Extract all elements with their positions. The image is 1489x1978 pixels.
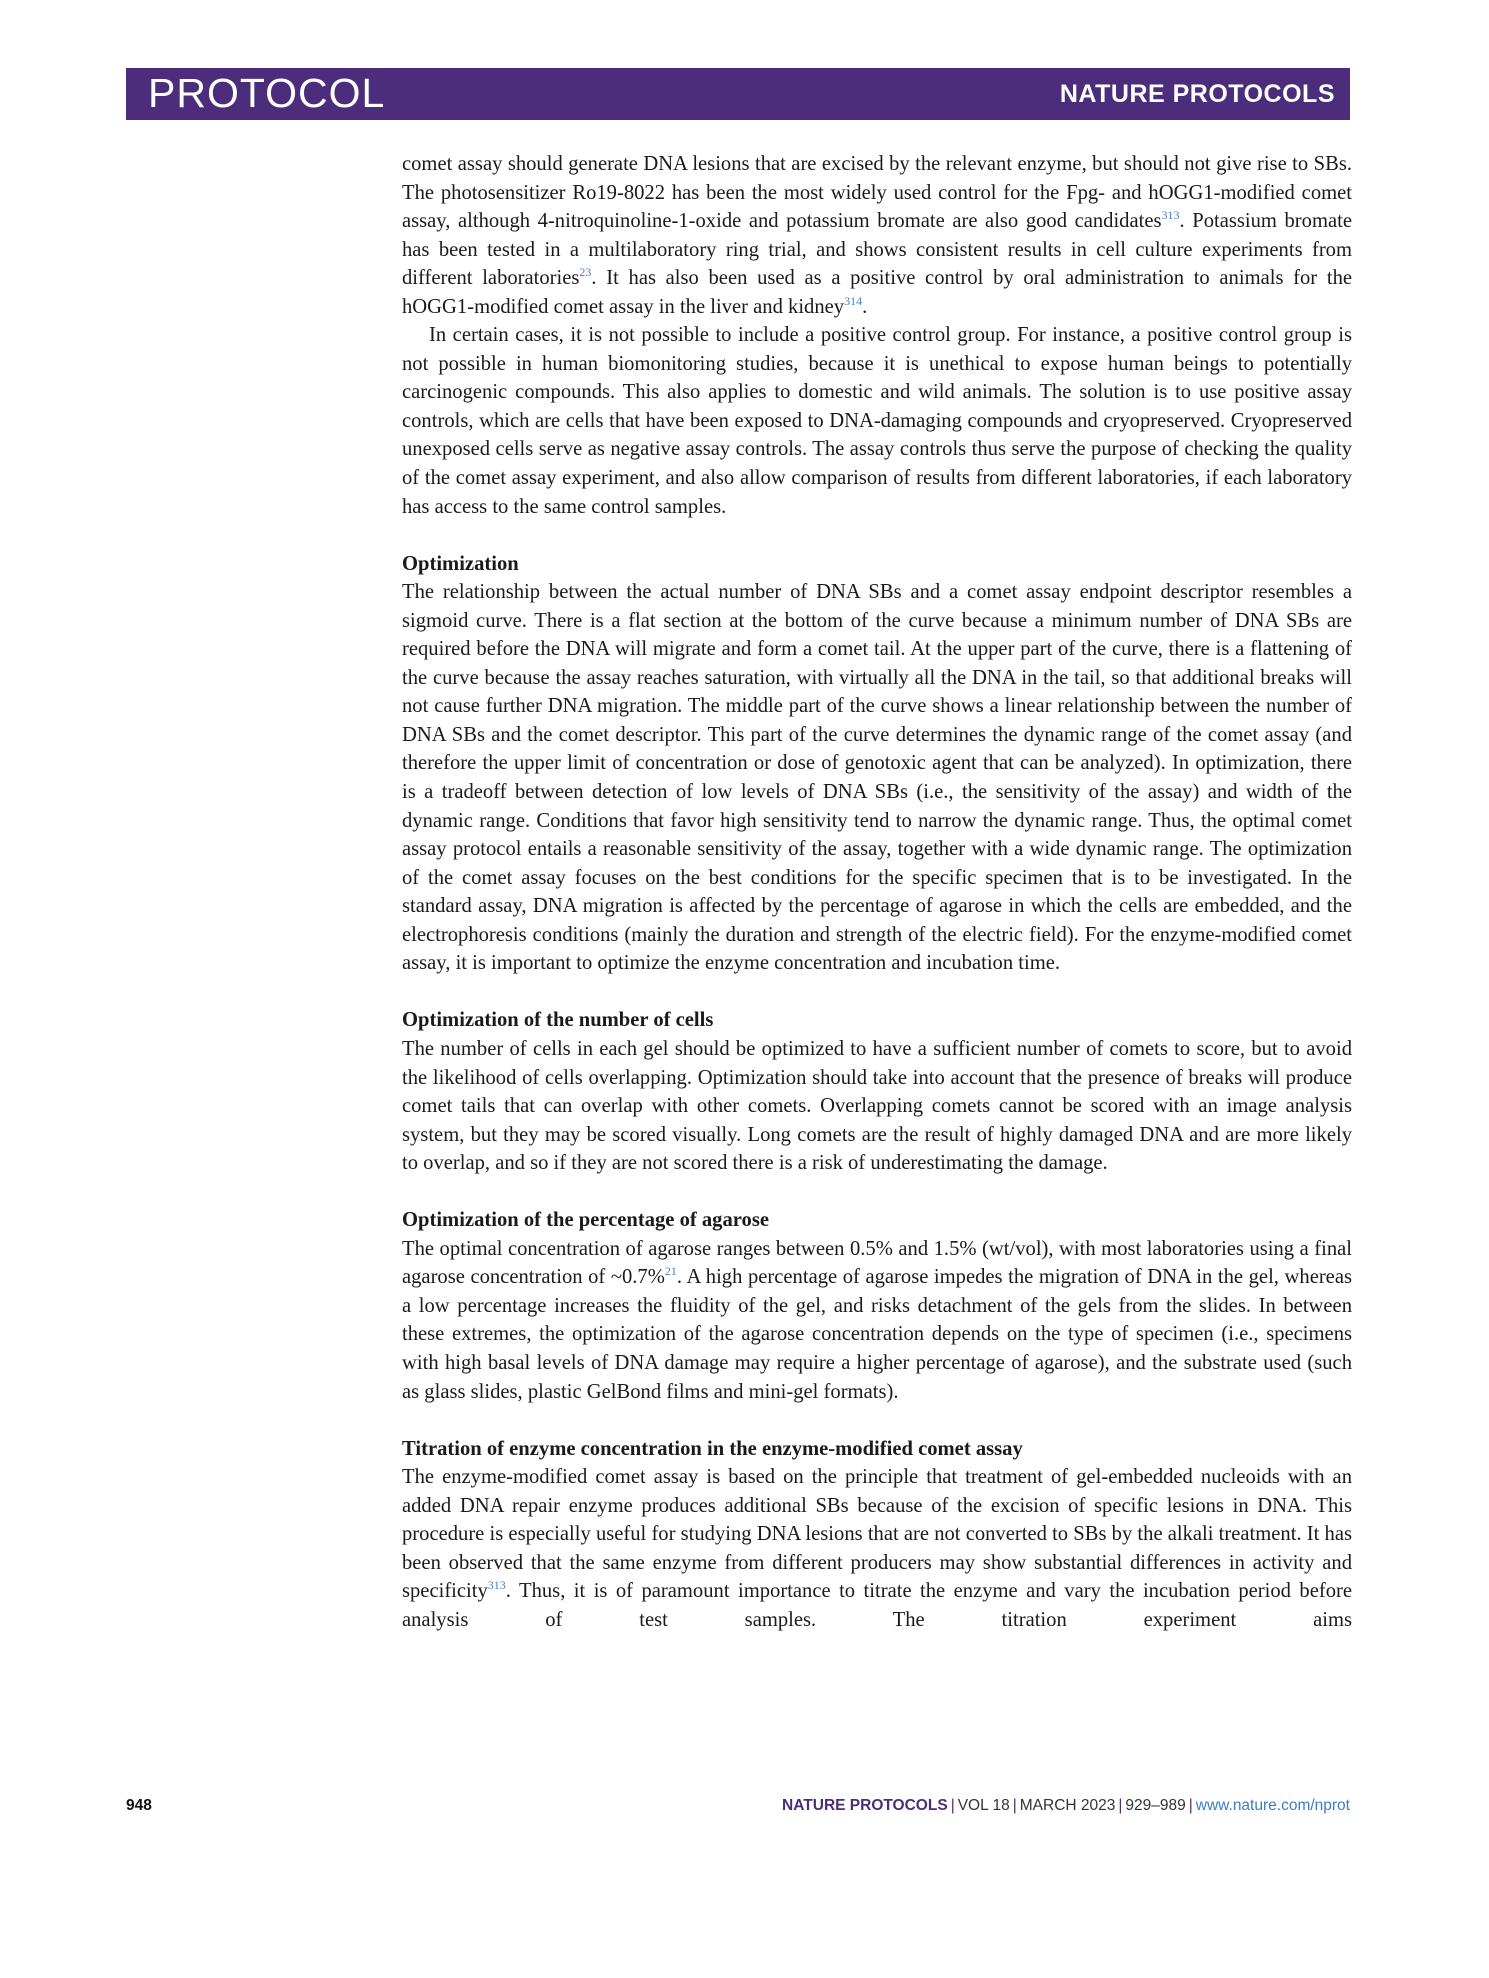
paragraph: The relationship between the actual number of DNA SBs and a comet assay endpoint descriptor resembles a sigmoid curve. There is a flat section at the bottom of the curve because a minimum number of DNA SBs are required before the DNA will migrate and form a comet tail. At the upper part of the curve, there is a flattening of the curve because the assay reaches saturation, with virtually all the DNA in the tail, so that additional breaks will not cause further DNA migration. The middle part of the curve shows a linear relationship between the number of DNA SBs and the comet descriptor. This part of the curve determines the dynamic range of the comet assay (and therefore the upper limit of concentration or dose of genotoxic agent that can be analyzed). In optimization, there is a tradeoff between detection of low levels of DNA SBs (i.e., the sensitivity of the assay) and width of the dynamic range. Conditions that favor high sensitivity tend to narrow the dynamic range. Thus, the optimal comet assay protocol entails a reasonable sensitivity of the assay, together with a wide dynamic range. The optimization of the comet assay focuses on the best conditions for the specific specimen that is to be investigated. In the standard assay, DNA migration is affected by the percentage of agarose in which the cells are embedded, and the electrophoresis conditions (mainly the duration and strength of the electric field). For the enzyme-modified comet assay, it is important to optimize the enzyme concentration and incubation time. xyxy=(402,581,1352,975)
page-number: 948 xyxy=(126,1797,152,1814)
footer-pages: 929–989 xyxy=(1125,1797,1186,1814)
paragraph: comet assay should generate DNA lesions that are excised by the relevant enzyme, but should not give rise to SBs. The photosensitizer Ro19-8022 has been the most widely used control for the Fpg- and hOGG1-modified comet assay, although 4-nitroquinoline-1-oxide and potassium bromate are also good candidates$^{313}$. Potassium bromate has been tested in a multilaboratory ring trial, and shows consistent results in cell culture experiments from different laboratories$^{23}$. It has also been used as a positive control by oral administration to animals for the hOGG1-modified comet assay in the liver and kidney$^{314}$. xyxy=(402,153,1353,318)
citation-ref[interactable]: 23 xyxy=(579,265,592,280)
footer-date: MARCH 2023 xyxy=(1019,1797,1116,1814)
paragraph: The optimal concentration of agarose ranges between 0.5% and 1.5% (wt/vol), with most laboratories using a final agarose concentration of ~0.7%$^{21}$. A high percentage of agarose impedes the migration of DNA in the gel, whereas a low percentage increases the fluidity of the gel, and risks detachment of the gels from the slides. In between these extremes, the optimization of the agarose concentration depends on the type of specimen (i.e., specimens with high basal levels of DNA damage may require a higher percentage of agarose), and the substrate used (such as glass slides, plastic GelBond films and mini-gel formats). xyxy=(402,1237,1352,1403)
citation-ref[interactable]: 313 xyxy=(1161,208,1180,223)
citation-ref[interactable]: 313 xyxy=(487,1578,506,1593)
section-heading: Optimization of the number of cells xyxy=(402,1009,714,1032)
section-heading: Titration of enzyme concentration in the enzyme-modified comet assay xyxy=(402,1437,1023,1460)
header-banner xyxy=(126,68,1350,120)
section-heading: Optimization of the percentage of agarose xyxy=(402,1209,769,1232)
section-heading: Optimization xyxy=(402,552,519,575)
citation-ref[interactable]: 21 xyxy=(664,1264,677,1279)
section-label: PROTOCOL xyxy=(148,70,386,116)
article-body xyxy=(402,150,1352,1634)
citation-ref[interactable]: 314 xyxy=(844,293,863,308)
footer-url-link[interactable]: www.nature.com/nprot xyxy=(1195,1797,1350,1814)
footer-volume: VOL 18 xyxy=(957,1797,1010,1814)
paragraph: The number of cells in each gel should be optimized to have a sufficient number of comets to score, but to avoid the likelihood of cells overlapping. Optimization should take into account that the presence of breaks will produce comet tails that can overlap with other comets. Overlapping comets cannot be scored with an image analysis system, but they may be scored visually. Long comets are the result of highly damaged DNA and are more likely to overlap, and so if they are not scored there is a risk of underestimating the damage. xyxy=(402,1037,1352,1175)
paragraph: The enzyme-modified comet assay is based on the principle that treatment of gel-embedded nucleoids with an added DNA repair enzyme produces additional SBs because of the excision of specific lesions in DNA. This procedure is especially useful for studying DNA lesions that are not converted to SBs by the alkali treatment. It has been observed that the same enzyme from different producers may show substantial differences in activity and specificity$^{313}$. Thus, it is of paramount importance to titrate the enzyme and vary the incubation period before analysis of test samples. The titration experiment aims xyxy=(402,1466,1352,1631)
paragraph: In certain cases, it is not possible to include a positive control group. For instance, a positive control group is not possible in human biomonitoring studies, because it is unethical to expose human beings to potentially carcinogenic compounds. This also applies to domestic and wild animals. The solution is to use positive assay controls, which are cells that have been exposed to DNA-damaging compounds and cryopreserved. Cryopreserved unexposed cells serve as negative assay controls. The assay controls thus serve the purpose of checking the quality of the comet assay experiment, and also allow comparison of results from different laboratories, if each laboratory has access to the same control samples. xyxy=(402,324,1352,518)
journal-label: NATURE PROTOCOLS xyxy=(1059,80,1335,108)
footer-journal: NATURE PROTOCOLS xyxy=(782,1797,948,1814)
footer-citation: NATURE PROTOCOLS | VOL 18 | MARCH 2023 | 929–989 | www.nature.com/nprot xyxy=(782,1797,1350,1814)
